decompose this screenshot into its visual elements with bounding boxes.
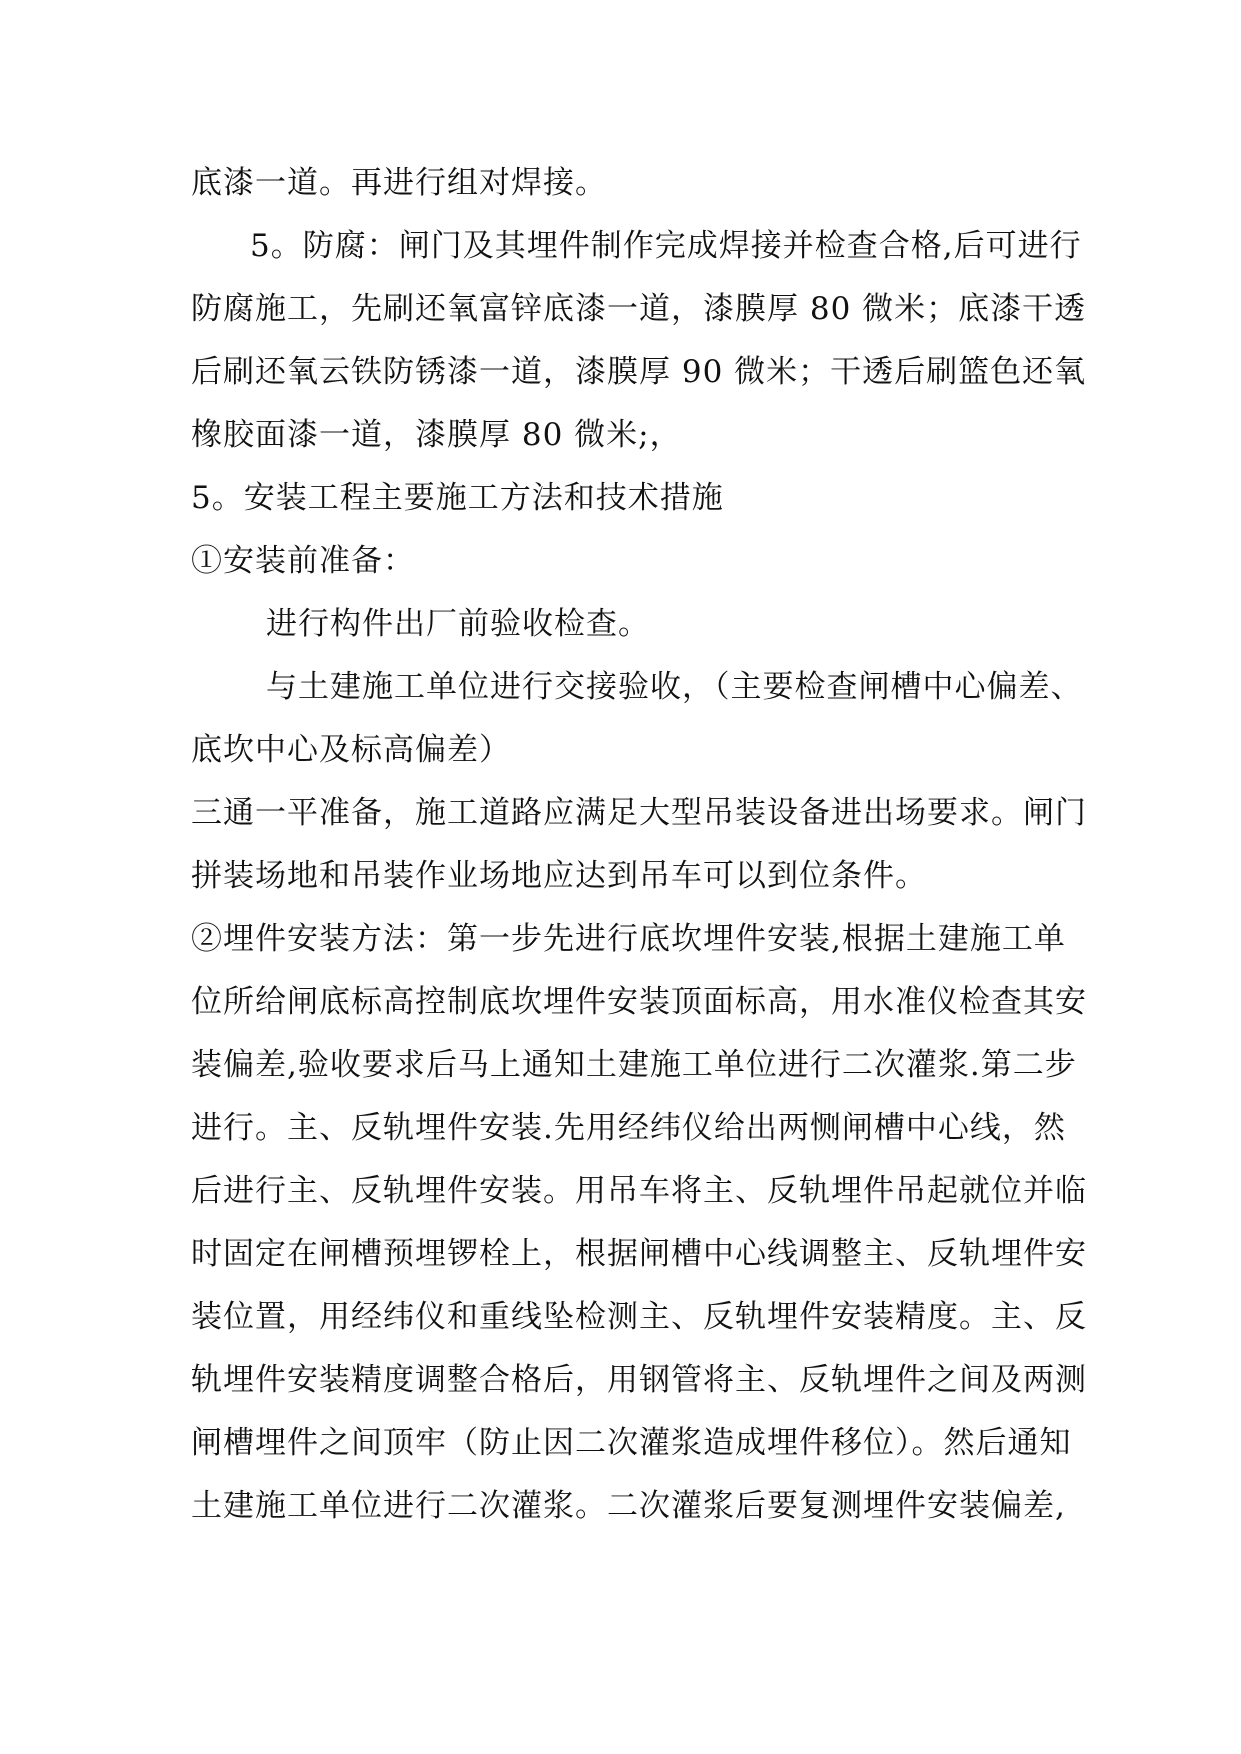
text-line: 位所给闸底标高控制底坎埋件安装顶面标高，用水准仪检查其安 xyxy=(191,984,1087,1020)
text-line: 轨埋件安装精度调整合格后，用钢管将主、反轨埋件之间及两测 xyxy=(191,1362,1087,1398)
section-heading: 5。安装工程主要施工方法和技术措施 xyxy=(191,480,724,516)
text-line: 与土建施工单位进行交接验收，（主要检查闸槽中心偏差、 xyxy=(266,669,1083,705)
text-line: 拼装场地和吊装作业场地应达到吊车可以到位条件。 xyxy=(191,858,927,894)
text-line: 进行。主、反轨埋件安装.先用经纬仪给出两恻闸槽中心线，然 xyxy=(191,1110,1066,1146)
text-line: 进行构件出厂前验收检查。 xyxy=(266,606,650,642)
text-line: 三通一平准备，施工道路应满足大型吊装设备进出场要求。闸门 xyxy=(191,795,1087,831)
text-line: 橡胶面漆一道，漆膜厚 80 微米;， xyxy=(191,417,682,453)
text-line: 时固定在闸槽预埋锣栓上，根据闸槽中心线调整主、反轨埋件安 xyxy=(191,1236,1087,1272)
text-line: 土建施工单位进行二次灌浆。二次灌浆后要复测埋件安装偏差, xyxy=(191,1488,1066,1524)
text-line: 闸槽埋件之间顶牢（防止因二次灌浆造成埋件移位）。然后通知 xyxy=(191,1425,1072,1461)
text-line: 后进行主、反轨埋件安装。用吊车将主、反轨埋件吊起就位并临 xyxy=(191,1173,1087,1209)
text-line: 装位置，用经纬仪和重线坠检测主、反轨埋件安装精度。主、反 xyxy=(191,1299,1087,1335)
text-line: 底坎中心及标高偏差） xyxy=(191,732,511,768)
subsection-heading: ②埋件安装方法：第一步先进行底坎埋件安装,根据土建施工单 xyxy=(191,921,1066,957)
text-line: 后刷还氧云铁防锈漆一道，漆膜厚 90 微米；干透后刷篮色还氧 xyxy=(191,354,1087,390)
text-line: 防腐施工，先刷还氧富锌底漆一道，漆膜厚 80 微米；底漆干透 xyxy=(191,291,1087,327)
text-line: 5。防腐：闸门及其埋件制作完成焊接并检查合格,后可进行 xyxy=(250,228,1082,264)
subsection-heading: ①安装前准备： xyxy=(191,543,415,579)
text-line: 装偏差,验收要求后马上通知土建施工单位进行二次灌浆.第二步 xyxy=(191,1047,1077,1083)
text-line: 底漆一道。再进行组对焊接。 xyxy=(191,165,607,201)
